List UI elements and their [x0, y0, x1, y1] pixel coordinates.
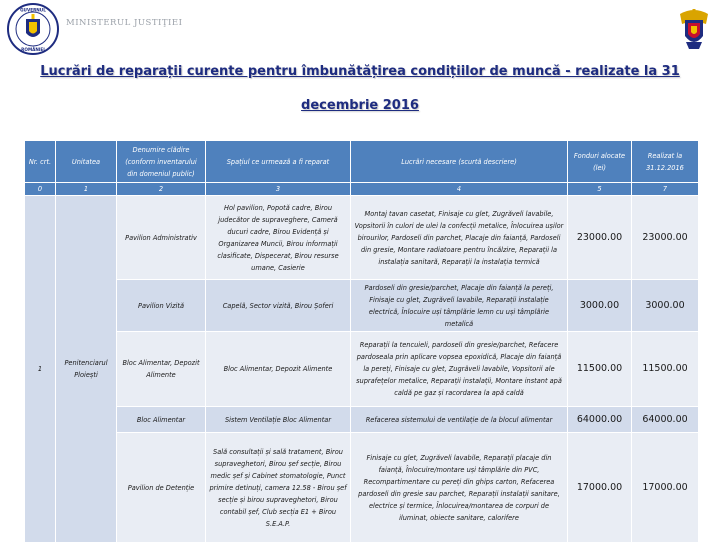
table-row [25, 433, 699, 543]
column-header: Nr. crt. [25, 141, 56, 183]
realized-cell: 3000.00 [632, 280, 699, 332]
index-cell: 3 [206, 183, 351, 196]
table-row [25, 280, 699, 332]
table-row [25, 196, 699, 280]
index-cell: 5 [568, 183, 632, 196]
column-header: Fonduri alocate (lei) [568, 141, 632, 183]
funds-cell: 23000.00 [568, 196, 632, 280]
svg-text:GUVERNUL: GUVERNUL [20, 7, 46, 13]
space-cell: Hol pavilion, Popotă cadre, Birou judecător de supraveghere, Cameră ducuri cadre, Birou Evidență și Organizarea Muncii, Birou informații clasificate, Dispecerat, Birou resurse umane, Casierie [206, 196, 351, 280]
space-cell: Capelă, Sector vizită, Birou Șoferi [206, 280, 351, 332]
space-cell: Sistem Ventilație Bloc Alimentar [206, 407, 351, 433]
building-cell: Pavilion Vizită [117, 280, 206, 332]
works-cell: Montaj tavan casetat, Finisaje cu glet, Zugrăveli lavabile, Vopsitorii în culori de ulei la confecții metalice, Înlocuirea ușilor birourilor, Pardoseli din parchet, Placaje din faianță, Pardoseli din gresie, Montare radiatoare pentru încălzire, Reparații la instalația sanitară, Reparații la instalația termică [351, 196, 568, 280]
realized-cell: 17000.00 [632, 433, 699, 543]
space-cell: Sală consultații și sală tratament, Birou supraveghetori, Birou șef secție, Birou medic șef și Cabinet stomatologie, Punct primire detinuți, camera 12.58 - Birou șef secție și birou supraveghetori, Birou contabil șef, Club secția E1 + Birou S.E.A.P. [206, 433, 351, 543]
page-header [0, 0, 720, 58]
index-cell: 4 [351, 183, 568, 196]
table-row [25, 332, 699, 407]
unitate-cell: Penitenciarul Ploiești [56, 196, 117, 543]
index-cell: 2 [117, 183, 206, 196]
table-row [25, 407, 699, 433]
coat-of-arms-icon [676, 4, 712, 52]
building-cell: Bloc Alimentar, Depozit Alimente [117, 332, 206, 407]
table-index-row [25, 183, 699, 196]
space-cell: Bloc Alimentar, Depozit Alimente [206, 332, 351, 407]
realized-cell: 23000.00 [632, 196, 699, 280]
realized-cell: 11500.00 [632, 332, 699, 407]
government-emblem-icon [6, 3, 60, 55]
index-cell: 1 [56, 183, 117, 196]
nr-crt-cell: 1 [25, 196, 56, 543]
works-cell: Pardoseli din gresie/parchet, Placaje din faianță la pereți, Finisaje cu glet, Zugrăveli lavabile, Reparații instalație electrică, Înlocuire uși tâmplărie lemn cu uși tâmplărie metalică [351, 280, 568, 332]
repairs-table [24, 140, 699, 543]
building-cell: Pavilion de Detenție [117, 433, 206, 543]
works-cell: Reparații la tencuieli, pardoseli din gresie/parchet, Refacere pardoseala prin aplicare vopsea epoxidică, Placaje din faianță la pereți, Finisaje cu glet, Zugrăveli lavabile, Vopsitorii ale suprafețelor metalice, Reparații instalații, Montare instant apă caldă pe gaz și racordarea la apă caldă [351, 332, 568, 407]
realized-cell: 64000.00 [632, 407, 699, 433]
page-title-continued: decembrie 2016 [301, 98, 419, 113]
funds-cell: 64000.00 [568, 407, 632, 433]
index-cell: 0 [25, 183, 56, 196]
svg-text:ROMÂNIEI: ROMÂNIEI [21, 47, 45, 52]
column-header: Lucrări necesare (scurtă descriere) [351, 141, 568, 183]
building-cell: Pavilion Administrativ [117, 196, 206, 280]
works-cell: Refacerea sistemului de ventilație de la blocul alimentar [351, 407, 568, 433]
column-header: Realizat la 31.12.2016 [632, 141, 699, 183]
column-header: Unitatea [56, 141, 117, 183]
building-cell: Bloc Alimentar [117, 407, 206, 433]
works-cell: Finisaje cu glet, Zugrăveli lavabile, Reparații placaje din faianță, Înlocuire/montare uși tâmplărie din PVC, Recompartimentare cu pereți din ghips carton, Refacerea pardoseli din gresie sau parchet, Reparații instalații sanitare, electrice și termice, Înlocuirea/montarea de corpuri de iluminat, obiecte sanitare, calorifere [351, 433, 568, 543]
table-header-row [25, 141, 699, 183]
ministry-name: MINISTERUL JUSTIŢIEI [66, 18, 183, 28]
column-header: Spațiul ce urmează a fi reparat [206, 141, 351, 183]
page-title: Lucrări de reparații curente pentru îmbunătățirea condițiilor de muncă - realizate la 31 [40, 64, 680, 79]
funds-cell: 3000.00 [568, 280, 632, 332]
column-header: Denumire clădire (conform inventarului din domeniul public) [117, 141, 206, 183]
index-cell: 7 [632, 183, 699, 196]
funds-cell: 11500.00 [568, 332, 632, 407]
funds-cell: 17000.00 [568, 433, 632, 543]
